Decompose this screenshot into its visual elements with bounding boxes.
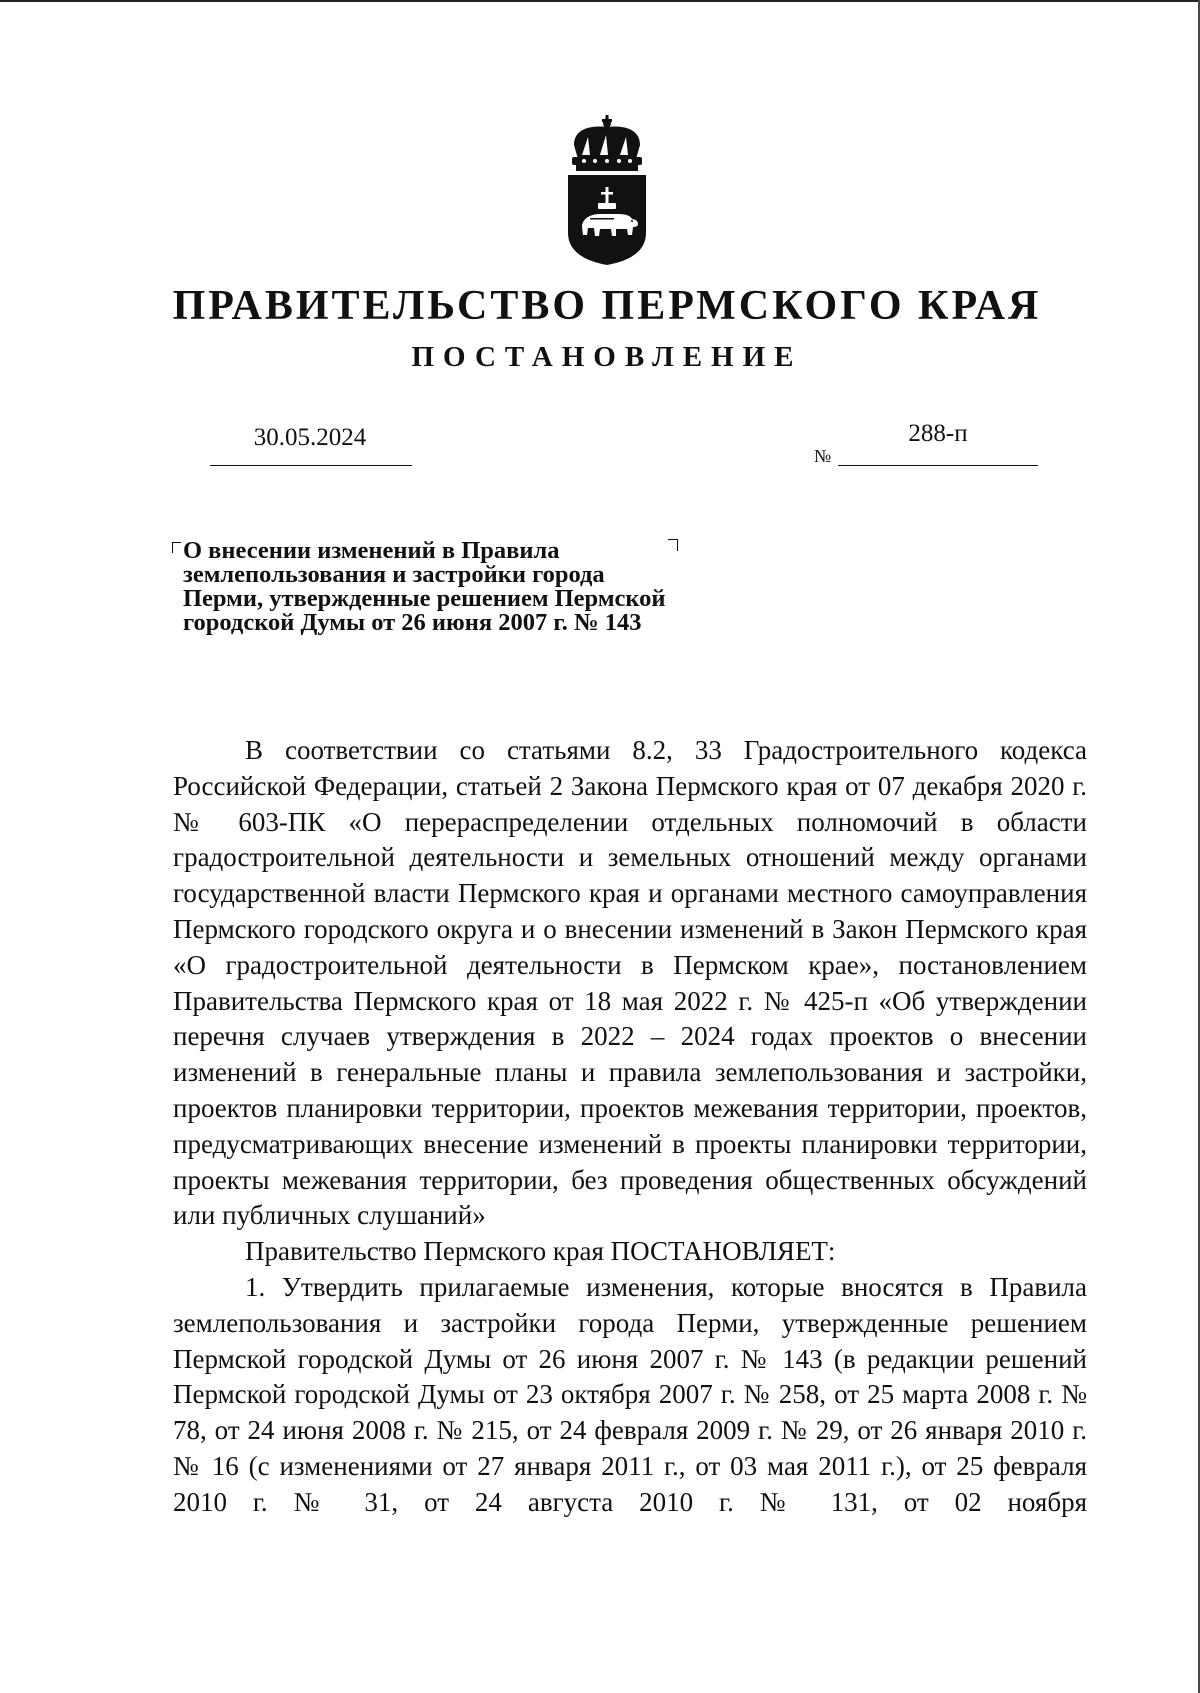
document-type: ПОСТАНОВЛЕНИЕ — [411, 341, 803, 373]
perm-krai-coat-of-arms-icon — [560, 115, 654, 265]
subject-corner-left — [172, 542, 181, 553]
number-sign: № — [814, 446, 832, 466]
body-paragraph-legal-basis: В соответствии со статьями 8.2, 33 Градостроительного кодекса Российской Федерации, статьей 2 Закона Пермского края от 07 декабря 2020 г. № 603-ПК «О перераспределении отдельных полномочий в области градостроительной деятельности и земельных отношений между органами государственной власти Пермского края и органами местного самоуправления Пермского городского округа и о внесении изменений в Закон Пермского края «О градостроительной деятельности в Пермском крае», постановлением Правительства Пермского края от 18 мая 2022 г. № 425-п «Об утверждении перечня случаев утверждения в 2022 – 2024 годах проектов о внесении изменений в генеральные планы и правила землепользования и застройки, проектов планировки территории, проектов межевания территории, проектов, предусматривающих внесение изменений в проекты планировки территории, проекты межевания территории, без проведения общественных обсуждений или публичных слушаний» — [173, 735, 1087, 1231]
number-underline — [838, 465, 1038, 466]
document-number: 288-п — [908, 420, 968, 447]
body-paragraph-resolves: Правительство Пермского края ПОСТАНОВЛЯЕТ: — [245, 1236, 836, 1267]
body-paragraph-item-1: 1. Утвердить прилагаемые изменения, которые вносятся в Правила землепользования и застройки города Перми, утвержденные решением Пермской городской Думы от 26 июня 2007 г. № 143 (в редакции решений Пермской городской Думы от 23 октября 2007 г. № 258, от 25 марта 2008 г. № 78, от 24 июня 2008 г. № 215, от 24 февраля 2009 г. № 29, от 26 января 2010 г. № 16 (с изменениями от 27 января 2011 г., от 03 мая 2011 г.), от 25 февраля 2010 г. № 31, от 24 августа 2010 г. № 131, от 02 ноября — [173, 1271, 1087, 1517]
scan-edge-top — [0, 0, 1200, 2]
government-title: ПРАВИТЕЛЬСТВО ПЕРМСКОГО КРАЯ — [172, 283, 1042, 329]
document-subject: О внесении изменений в Правила землепользования и застройки города Перми, утвержденные решением Пермской городской Думы от 26 июня 2007 г. № 143 — [183, 537, 666, 636]
document-body — [173, 733, 1087, 1521]
date-underline — [210, 465, 412, 466]
document-date: 30.05.2024 — [253, 424, 367, 451]
